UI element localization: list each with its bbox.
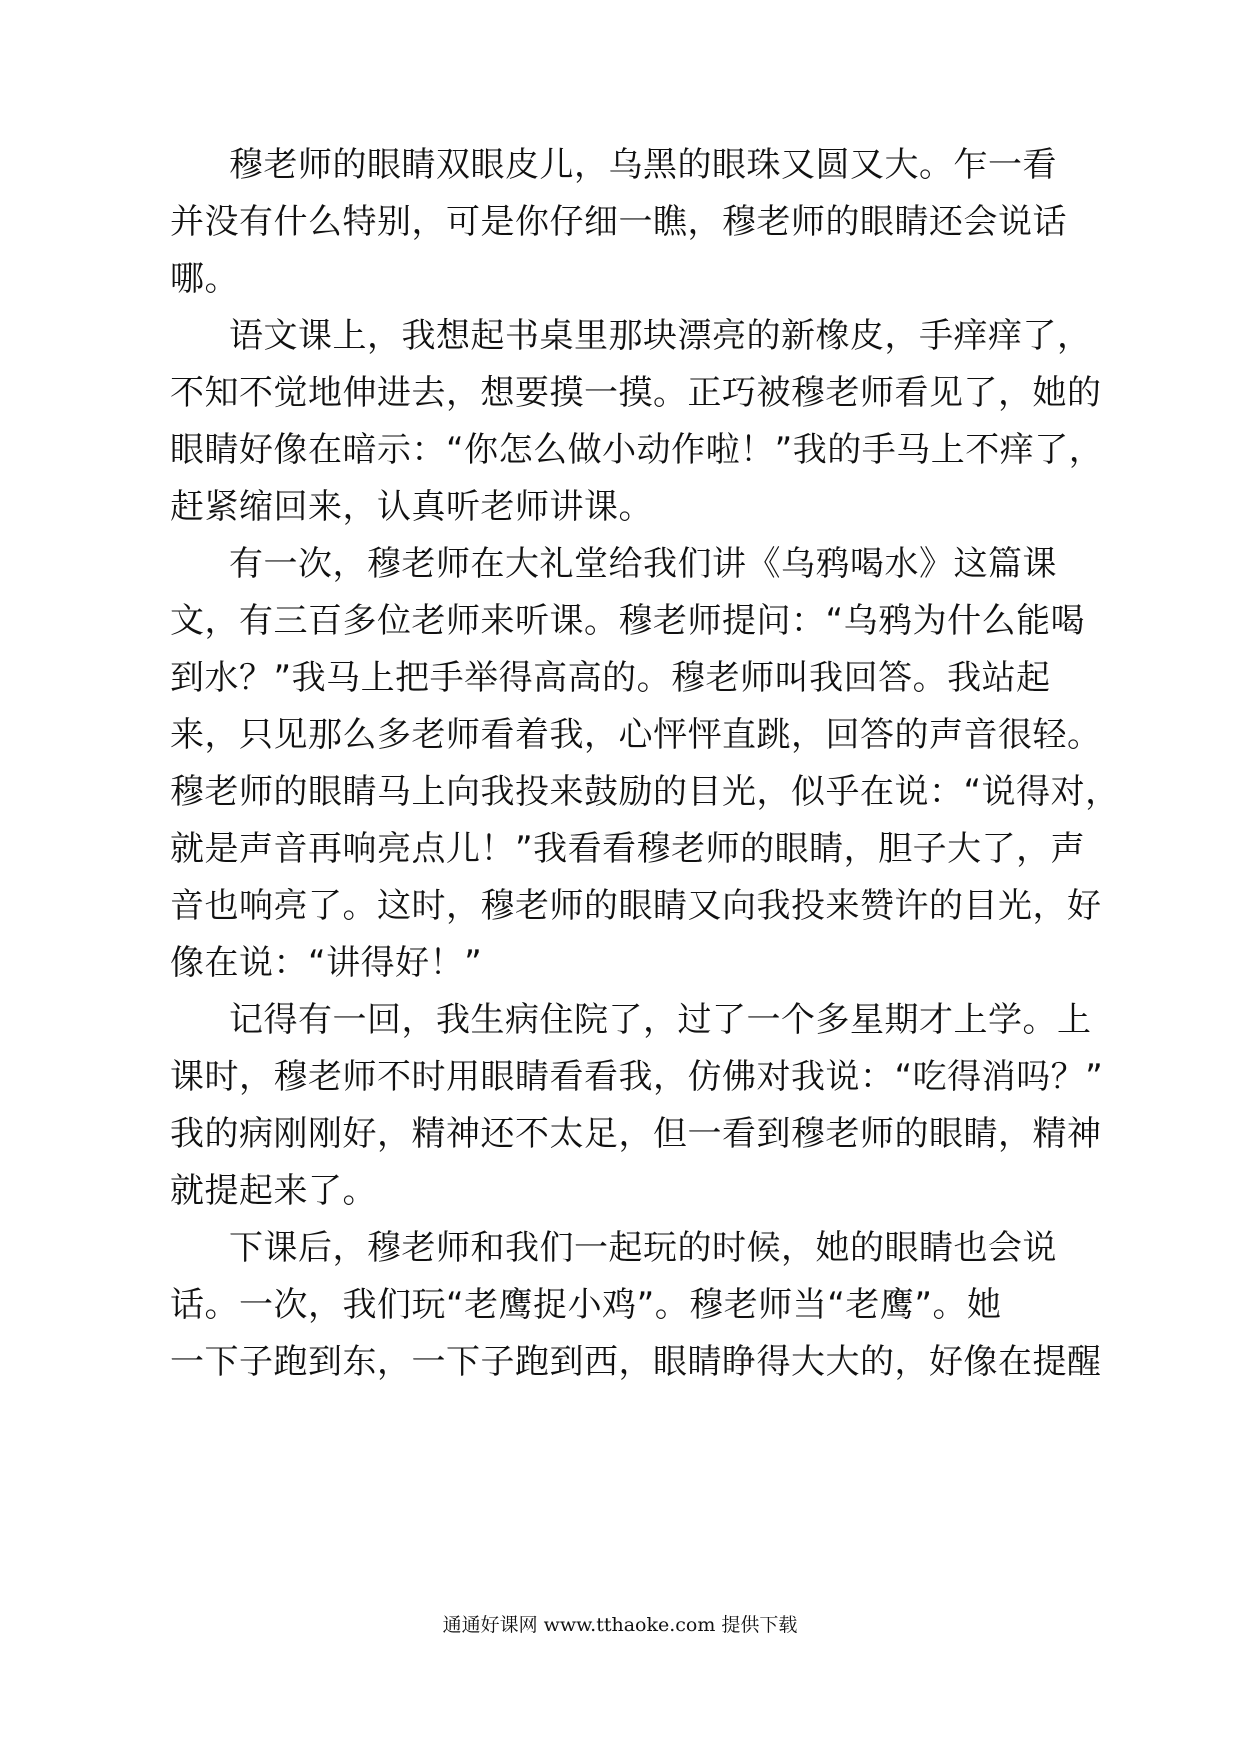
text-line: 来，只见那么多老师看着我，心怦怦直跳，回答的声音很轻。 xyxy=(170,715,1102,755)
text-line: 哪。 xyxy=(170,259,239,299)
text-line: 课时，穆老师不时用眼睛看看我，仿佛对我说：“吃得消吗？” xyxy=(170,1057,1104,1097)
text-line: 有一次，穆老师在大礼堂给我们讲《乌鸦喝水》这篇课 xyxy=(229,544,1057,584)
text-line: 就提起来了。 xyxy=(170,1171,377,1211)
page-footer: 通通好课网 www.tthaoke.com 提供下载 xyxy=(442,1614,798,1636)
text-line: 一下子跑到东，一下子跑到西，眼睛睁得大大的，好像在提醒 xyxy=(170,1342,1102,1382)
text-line: 下课后，穆老师和我们一起玩的时候，她的眼睛也会说 xyxy=(229,1228,1057,1268)
text-line: 穆老师的眼睛马上向我投来鼓励的目光，似乎在说：“说得对， xyxy=(170,772,1120,812)
text-line: 我的病刚刚好，精神还不太足，但一看到穆老师的眼睛，精神 xyxy=(170,1114,1102,1154)
text-line: 眼睛好像在暗示：“你怎么做小动作啦！”我的手马上不痒了， xyxy=(170,430,1104,470)
text-line: 像在说：“讲得好！” xyxy=(170,943,483,983)
text-line: 不知不觉地伸进去，想要摸一摸。正巧被穆老师看见了，她的 xyxy=(170,373,1102,413)
text-line: 并没有什么特别，可是你仔细一瞧，穆老师的眼睛还会说话 xyxy=(170,202,1067,242)
text-line: 文，有三百多位老师来听课。穆老师提问：“乌鸦为什么能喝 xyxy=(170,601,1086,641)
text-line: 语文课上，我想起书桌里那块漂亮的新橡皮，手痒痒了， xyxy=(229,316,1092,356)
text-line: 音也响亮了。这时，穆老师的眼睛又向我投来赞许的目光，好 xyxy=(170,886,1102,926)
text-line: 话。一次，我们玩“老鹰捉小鸡”。穆老师当“老鹰”。她 xyxy=(170,1285,1002,1325)
text-line: 到水？”我马上把手举得高高的。穆老师叫我回答。我站起 xyxy=(170,658,1051,698)
text-line: 就是声音再响亮点儿！”我看看穆老师的眼睛，胆子大了，声 xyxy=(170,829,1086,869)
text-line: 穆老师的眼睛双眼皮儿，乌黑的眼珠又圆又大。乍一看 xyxy=(229,145,1057,185)
text-line: 赶紧缩回来，认真听老师讲课。 xyxy=(170,487,653,527)
text-line: 记得有一回，我生病住院了，过了一个多星期才上学。上 xyxy=(229,1000,1092,1040)
